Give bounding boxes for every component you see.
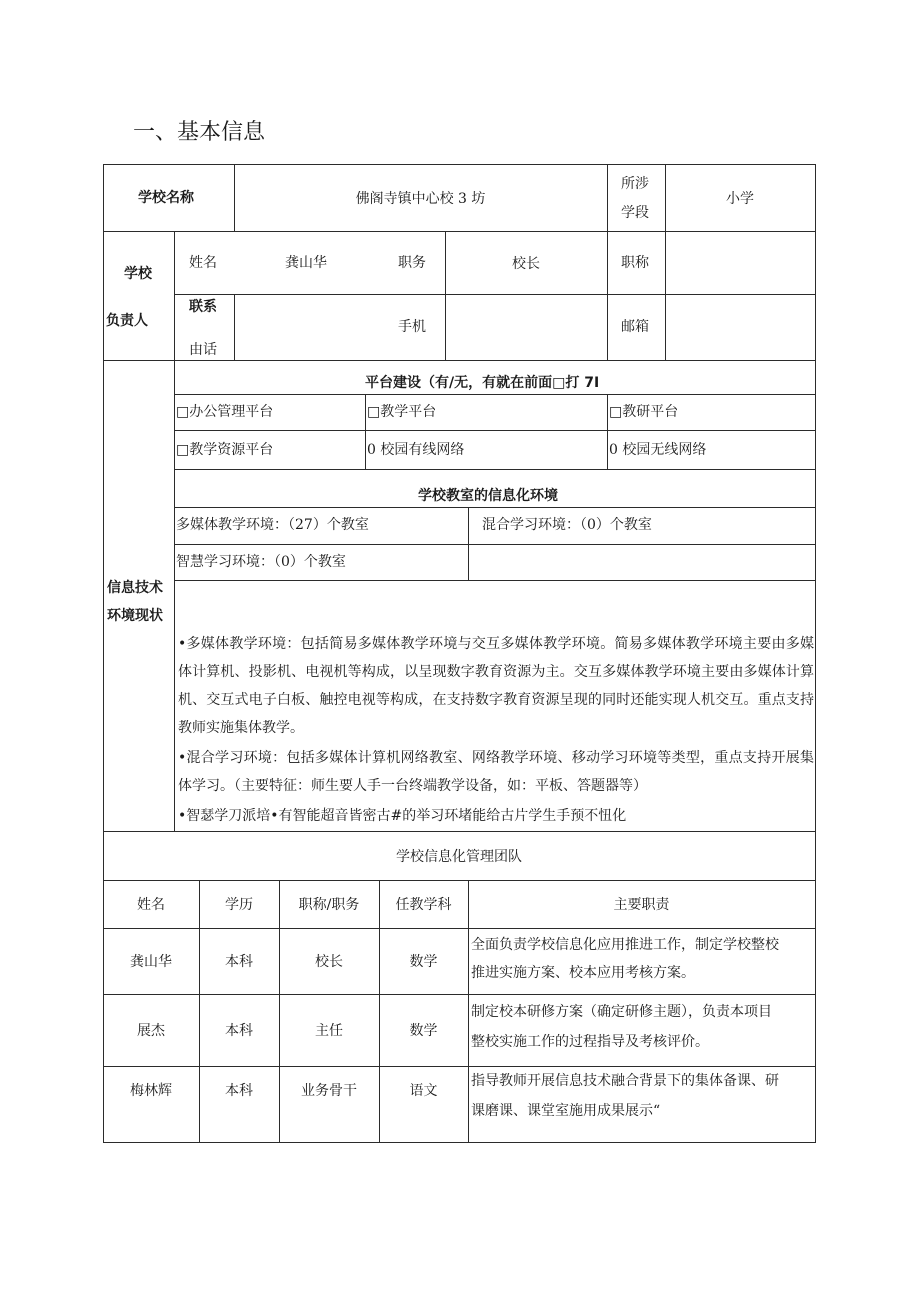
desc-smart: •智瑟学刀派培•有智能超音皆密古#的举习环堵能给古片学生手预不忸化 [178,808,627,824]
platform-wired-network: 0 校园有线网络 [367,442,465,458]
member-position: 主任 [315,1023,343,1039]
member-edu: 本科 [225,1023,253,1039]
principal-label-1: 学校 [124,266,152,282]
team-title: 学校信息化管理团队 [396,848,522,865]
platform-research: □教研平台 [609,404,679,420]
title-value [665,231,815,294]
platform-office: □办公管理平台 [176,404,274,420]
principal-label-2: 负责人 [106,313,148,329]
member-name: 梅林辉 [130,1083,172,1099]
school-name-label: 学校名称 [138,190,194,206]
smart-env: 智慧学习环境：（0）个教室 [176,554,346,570]
blended-env: 混合学习环境：（0）个教室 [482,517,652,533]
desc-multimedia: •多媒体教学环境：包括简易多媒体教学环境与交互多媒体教学环境。简易多媒体教学环境主要由多媒体计算机、投影机、电视机等构成，以呈现数字教育资源为主。交互多媒体教学环境主要由多媒体计算机、交互式电子白板、触控电视等构成，在支持数字教育资源呈现的同时还能实现人机交互。重点支持教师实施集体教学。 [178,636,814,736]
member-duty-line-1: 指导教师开展信息技术融合背景下的集体备课、研 [471,1073,779,1089]
platform-wireless-network: 0 校园无线网络 [609,442,707,458]
classroom-header: 学校教室的信息化环境 [418,488,558,504]
team-header-edu: 学历 [225,897,253,913]
member-name: 展杰 [137,1023,165,1039]
stage-label-1: 所涉 [621,176,649,192]
contact-label-2: 由话 [189,342,217,358]
it-env-label-2: 环境现状 [107,608,163,624]
section-title: 一、基本信息 [133,120,266,145]
member-duty-line-2: 整校实施工作的过程指导及考核评价。 [471,1034,709,1050]
member-position: 校长 [315,954,343,970]
stage-label-2: 学段 [621,205,649,221]
platform-teaching: □教学平台 [367,404,437,420]
member-subject: 数学 [409,954,438,970]
contact-label-1: 联系 [189,299,217,315]
team-header-position: 职称/职务 [298,897,360,913]
member-name: 龚山华 [130,954,172,970]
member-position: 业务骨干 [301,1083,357,1099]
member-edu: 本科 [225,1083,253,1099]
member-duty-line-2: 推进实施方案、校本应用考核方案。 [471,965,695,981]
member-duty-line-1: 制定校本研修方案（确定研修主题），负责本项目 [471,1004,772,1020]
position-label: 职务 [398,255,426,271]
platform-resources: □教学资源平台 [176,442,274,458]
member-subject: 语文 [409,1083,438,1099]
member-subject: 数学 [409,1023,438,1039]
platform-header: 平台建设（有/无，有就在前面□打 7I [365,375,600,391]
stage-value: 小学 [726,190,754,207]
email-value [665,294,815,360]
team-header-subject: 任教学科 [395,897,452,913]
team-header-duty: 主要职责 [613,897,670,913]
principal-position: 校长 [512,255,540,272]
name-label: 姓名 [189,255,217,271]
email-label: 邮箱 [621,319,649,335]
member-duty-line-1: 全面负责学校信息化应用推进工作，制定学校整校 [471,937,779,953]
member-edu: 本科 [225,954,253,970]
mobile-value [445,294,607,360]
title-label: 职称 [621,255,649,271]
team-header-name: 姓名 [137,897,165,913]
mobile-label: 手机 [398,319,426,335]
principal-name: 龚山华 [285,255,327,271]
multimedia-env: 多媒体教学环境：（27）个教室 [176,517,369,533]
school-name-value: 佛阁寺镇中心校 3 坊 [355,190,486,207]
it-env-label-1: 信息技术 [107,580,163,596]
member-duty-line-2: 课磨课、课堂室施用成果展示“ [471,1103,661,1119]
desc-blended: •混合学习环境：包括多媒体计算机网络教室、网络教学环境、移动学习环境等类型，重点支持开展集体学习。（主要特征：师生要人手一台终端教学设备，如：平板、答题器等） [178,750,814,794]
